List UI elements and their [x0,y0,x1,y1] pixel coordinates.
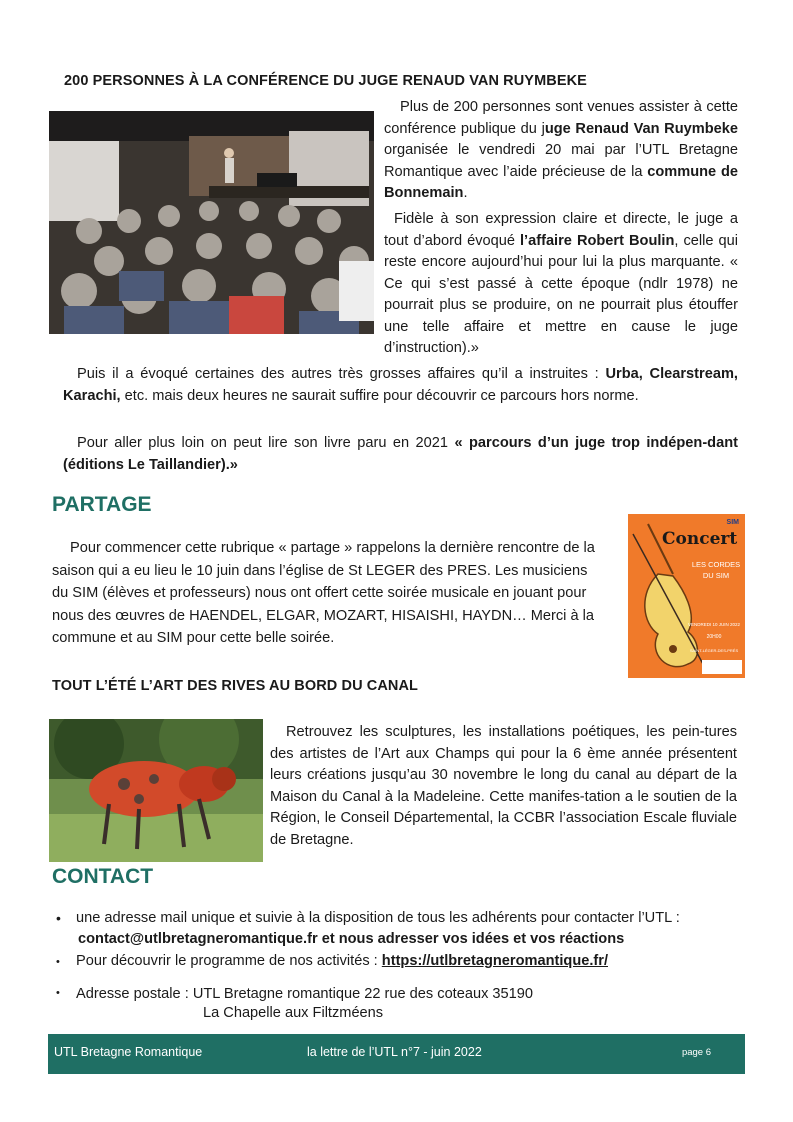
text-run: Pour aller plus loin on peut lire son livre paru en 2021 [77,435,455,451]
bullet: • [56,910,61,926]
website-link[interactable]: https://utlbretagneromantique.fr/ [381,953,608,969]
contact-website-intro: Pour découvrir le programme de nos activités : [76,953,382,969]
art-paragraph: Retrouvez les sculptures, les installations poétiques, les pein-tures des artistes de l’Art aux Champs qui pour la 6 ème année présentent leurs créations jusqu’au 30 novembre le long du canal au départ de la Maison du Canal à la Madeleine. Cette manifes-tation a le soutien de la Région, le Conseil Départemental, la CCBR l’association Escale fluviale de Bretagne. [270,724,737,848]
partage-heading: PARTAGE [52,493,152,516]
contact-heading: CONTACT [52,865,154,888]
text-run: Fidèle à son expression claire et directe, le juge a tout d’abord évoqué [384,211,738,249]
bold-run: l’affaire Robert Boulin [520,232,675,249]
contact-email-intro: une adresse mail unique et suivie à la disposition de tous les adhérents pour contacter l’UTL : [76,910,680,926]
article-paragraph-2 [384,209,738,360]
contact-email-address[interactable]: contact@utlbretagneromantique.fr et nous adresser vos idées et vos réactions [78,931,625,947]
contact-item-address [76,985,533,1023]
address-line-1: Adresse postale : UTL Bretagne romantique 22 rue des coteaux 35190 [76,986,534,1002]
poster-subtitle-2: DU SIM [702,571,730,580]
concert-poster [628,514,745,678]
bold-run: « parcours d’un juge trop indépen-dant (éditions Le Taillandier).» [63,435,738,473]
poster-hour: 20H00 [706,634,722,640]
text-run: . [463,185,468,201]
footer-page-number: page 6 [681,1047,711,1058]
text-run: Plus de 200 personnes sont venues assister à cette conférence publique du j [384,99,738,137]
poster-place: SAINT-LÉGER-DES-PRÉS [689,648,739,653]
address-line-2: La Chapelle aux Filtzméens [203,1005,384,1021]
conference-photo [49,111,374,334]
conference-photo-illustration [49,111,374,334]
bullet: • [56,956,60,968]
article-paragraph-4 [63,433,738,476]
page-footer [48,1034,745,1074]
poster-subtitle-1: LES CORDES [691,560,741,569]
poster-date: VENDREDI 10 JUIN 2022 [687,622,741,627]
art-title: TOUT L’ÉTÉ L’ART DES RIVES AU BORD DU CANAL [52,678,419,694]
text-run: etc. mais deux heures ne saurait suffire pour découvrir ce parcours hors norme. [120,387,639,404]
article-title: 200 PERSONNES À LA CONFÉRENCE DU JUGE RENAUD VAN RUYMBEKE [64,73,587,89]
text-run: organisée le vendredi 20 mai par l’UTL Bretagne Romantique avec l’aide précieuse de la [384,142,738,180]
poster-title: Concert [662,529,738,549]
text-run: , celle qui reste encore aujourd’hui pour lui la plus marquante. « Ce qui s’est passé à cette époque (ndlr 1978) ne pourrait plus se produire, on ne pourrait plus étouffer une telle affaire et mettre en cause le juge d’instruction).» [384,232,738,356]
bold-run: uge Renaud Van Ruymbeke [544,120,738,137]
bullet: • [56,987,60,999]
partage-paragraph: Pour commencer cette rubrique « partage » rappelons la dernière rencontre de la saison qui a eu lieu le 10 juin dans l’église de St LEGER des PRES. Les musiciens du SIM (élèves et professeurs) nous ont offert cette soirée musicale en jouant pour nous des œuvres de HAENDEL, ELGAR, MOZART, HISAISHI, HAYDN… Merci à la commune et au SIM pour cette belle soirée. [52,540,595,646]
contact-item-email [76,908,746,950]
article-paragraph-3 [63,364,738,407]
footer-issue: la lettre de l’UTL n°7 - juin 2022 [307,1045,482,1059]
poster-logos [702,660,742,674]
contact-item-website [76,953,608,969]
text-run: Puis il a évoqué certaines des autres très grosses affaires qu’il a instruites : [77,366,606,382]
article-paragraph-1 [384,97,738,205]
sculpture-photo-illustration [49,719,263,862]
bold-run: Urba, Clearstream, Karachi, [63,366,738,404]
sculpture-photo [49,719,263,862]
footer-org: UTL Bretagne Romantique [54,1045,203,1059]
poster-brand: SIM [726,519,739,526]
bold-run: commune de Bonnemain [384,163,739,201]
